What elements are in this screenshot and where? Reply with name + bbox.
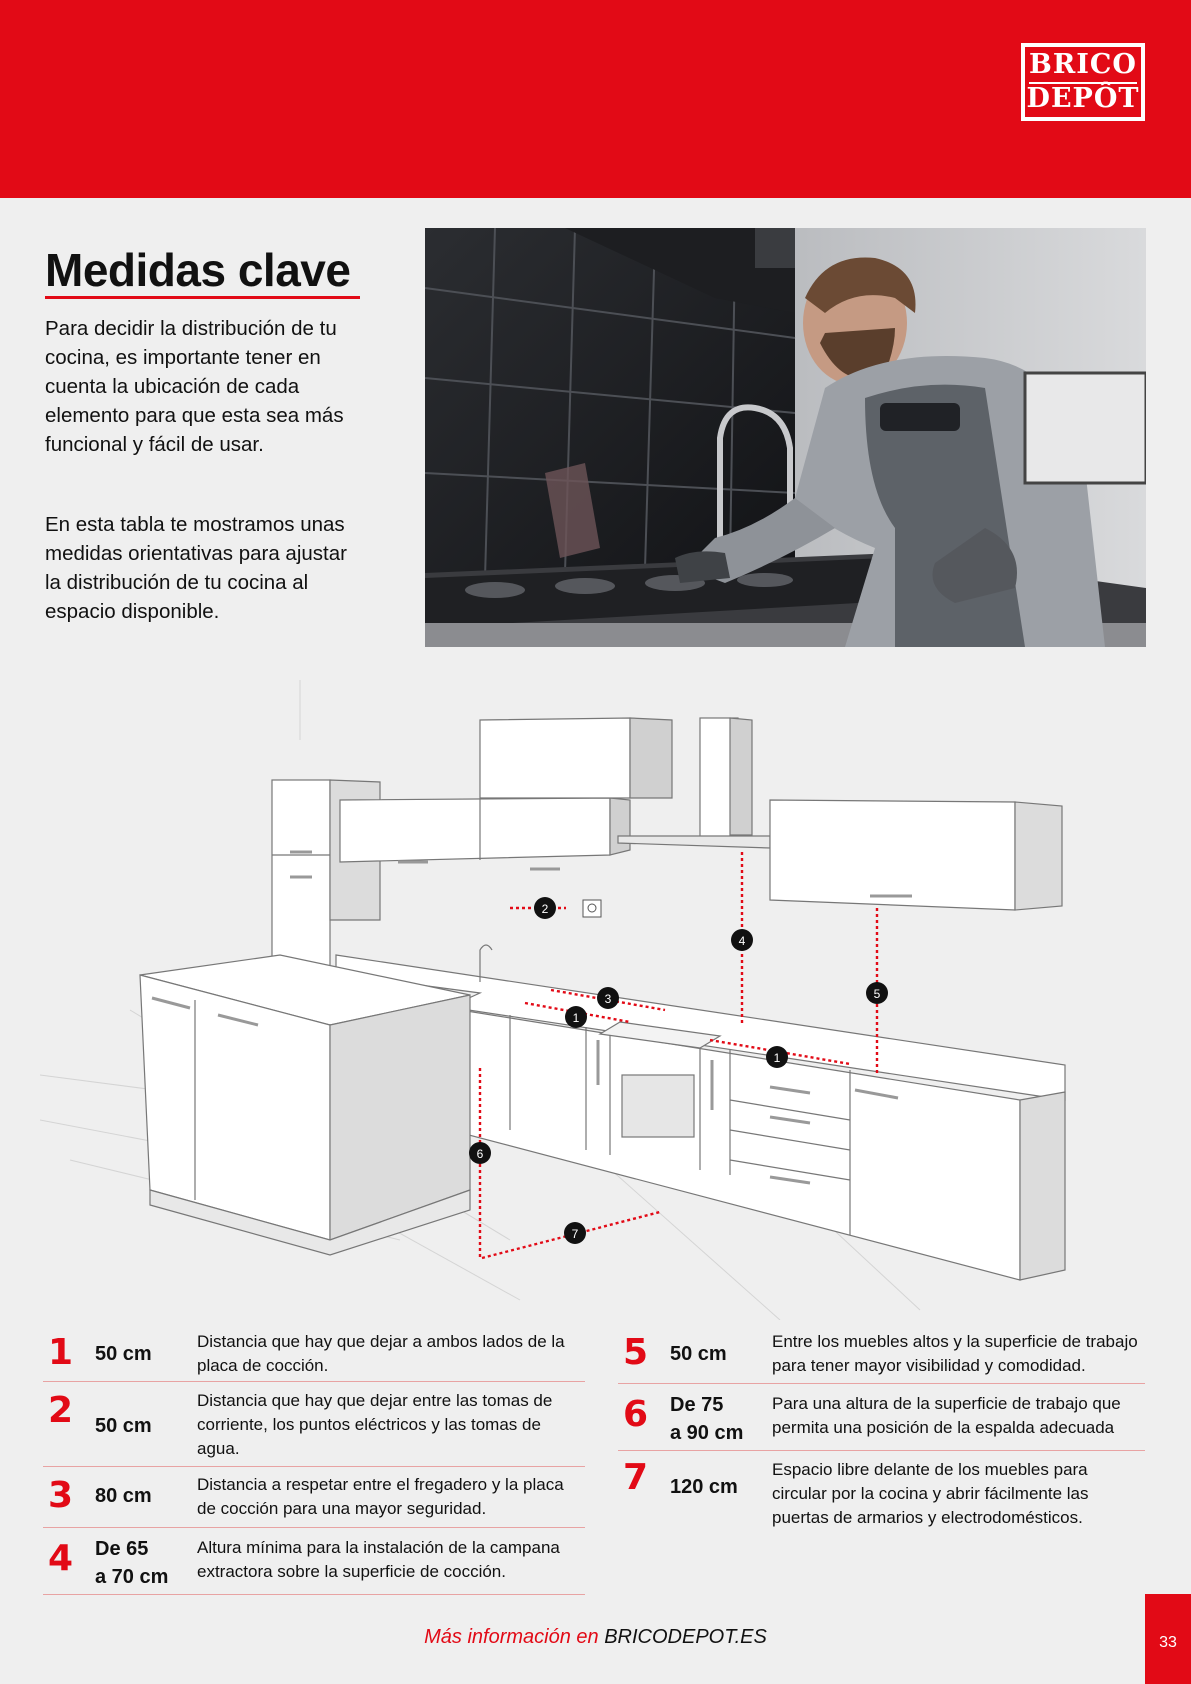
measures-table-left	[43, 1327, 585, 1595]
measure-value-line-2: a 70 cm	[95, 1566, 169, 1588]
measure-number: 5	[623, 1332, 649, 1373]
measure-description: Distancia que hay que dejar a ambos lados de la placa de cocción.	[197, 1332, 565, 1375]
measure-description: Distancia que hay que dejar entre las tomas de corriente, los puntos eléctricos y las tomas de agua.	[197, 1391, 553, 1458]
measure-row-5	[618, 1327, 1145, 1384]
measure-number: 1	[48, 1332, 74, 1373]
measures-table-right	[618, 1327, 1145, 1535]
measure-value: 50 cm	[95, 1415, 152, 1437]
diagram-marker-3	[597, 987, 619, 1009]
measure-number: 3	[48, 1475, 74, 1516]
svg-text:1: 1	[572, 1011, 580, 1025]
svg-text:2: 2	[541, 902, 549, 916]
measure-value-line-2: a 90 cm	[670, 1422, 744, 1444]
measure-description: Para una altura de la superficie de trabajo que permita una posición de la espalda adecuada	[772, 1394, 1121, 1437]
page-number-tab	[1145, 1594, 1191, 1684]
header-band	[0, 0, 1191, 198]
measure-description: Distancia a respetar entre el fregadero y la placa de cocción para una mayor seguridad.	[197, 1475, 564, 1518]
measure-number: 6	[623, 1394, 649, 1435]
svg-text:4: 4	[738, 934, 746, 948]
footer	[0, 1626, 1191, 1649]
kitchen-layout-diagram	[40, 680, 1150, 1320]
measure-value: 50 cm	[95, 1343, 152, 1365]
page-title: Medidas clave	[45, 244, 351, 296]
measure-row-6	[618, 1384, 1145, 1451]
measure-row-4	[43, 1528, 585, 1595]
measure-value: 50 cm	[670, 1343, 727, 1365]
socket-icon	[583, 900, 601, 917]
diagram-marker-1a	[565, 1006, 587, 1028]
intro-paragraph-2: En esta tabla te mostramos unas medidas orientativas para ajustar la distribución de tu cocina al espacio disponible.	[45, 513, 347, 623]
measure-row-3	[43, 1467, 585, 1528]
svg-text:5: 5	[873, 987, 881, 1001]
diagram-marker-2	[534, 897, 556, 919]
measure-value-line-1: De 75	[670, 1394, 724, 1416]
diagram-marker-7	[564, 1222, 586, 1244]
installer-photo	[425, 228, 1146, 647]
diagram-marker-6	[469, 1142, 491, 1164]
logo-line-2: DEPÔT	[1026, 83, 1140, 114]
measure-value-line-1: De 65	[95, 1538, 149, 1560]
measure-description: Altura mínima para la instalación de la campana extractora sobre la superficie de cocción.	[197, 1538, 560, 1581]
svg-text:6: 6	[476, 1147, 484, 1161]
measure-number: 4	[48, 1538, 74, 1579]
footer-link[interactable]: BRICODEPOT.ES	[604, 1626, 767, 1648]
svg-text:1: 1	[773, 1051, 781, 1065]
measure-row-2	[43, 1382, 585, 1467]
measure-description: Espacio libre delante de los muebles para circular por la cocina y abrir fácilmente las puertas de armarios y electrodomésticos.	[772, 1460, 1089, 1527]
measure-description: Entre los muebles altos y la superficie de trabajo para tener mayor visibilidad y comodidad.	[772, 1332, 1138, 1375]
measure-value: 80 cm	[95, 1485, 152, 1507]
diagram-marker-5	[866, 982, 888, 1004]
title-underline	[45, 296, 360, 299]
measure-number: 2	[48, 1390, 74, 1431]
svg-text:3: 3	[604, 992, 612, 1006]
logo-line-1: BRICO	[1029, 49, 1137, 80]
diagram-marker-1b	[766, 1046, 788, 1068]
diagram-marker-4	[731, 929, 753, 951]
measure-value: 120 cm	[670, 1476, 738, 1498]
measure-row-1	[43, 1327, 585, 1382]
brico-depot-logo[interactable]	[1021, 43, 1145, 121]
svg-text:7: 7	[571, 1227, 579, 1241]
measure-row-7	[618, 1451, 1145, 1535]
intro-paragraph-1: Para decidir la distribución de tu cocina, es importante tener en cuenta la ubicación de cada elemento para que esta sea más funcional y fácil de usar.	[45, 317, 344, 456]
measure-number: 7	[623, 1457, 649, 1498]
page-number: 33	[1159, 1634, 1177, 1651]
footer-label: Más información en	[424, 1626, 599, 1648]
